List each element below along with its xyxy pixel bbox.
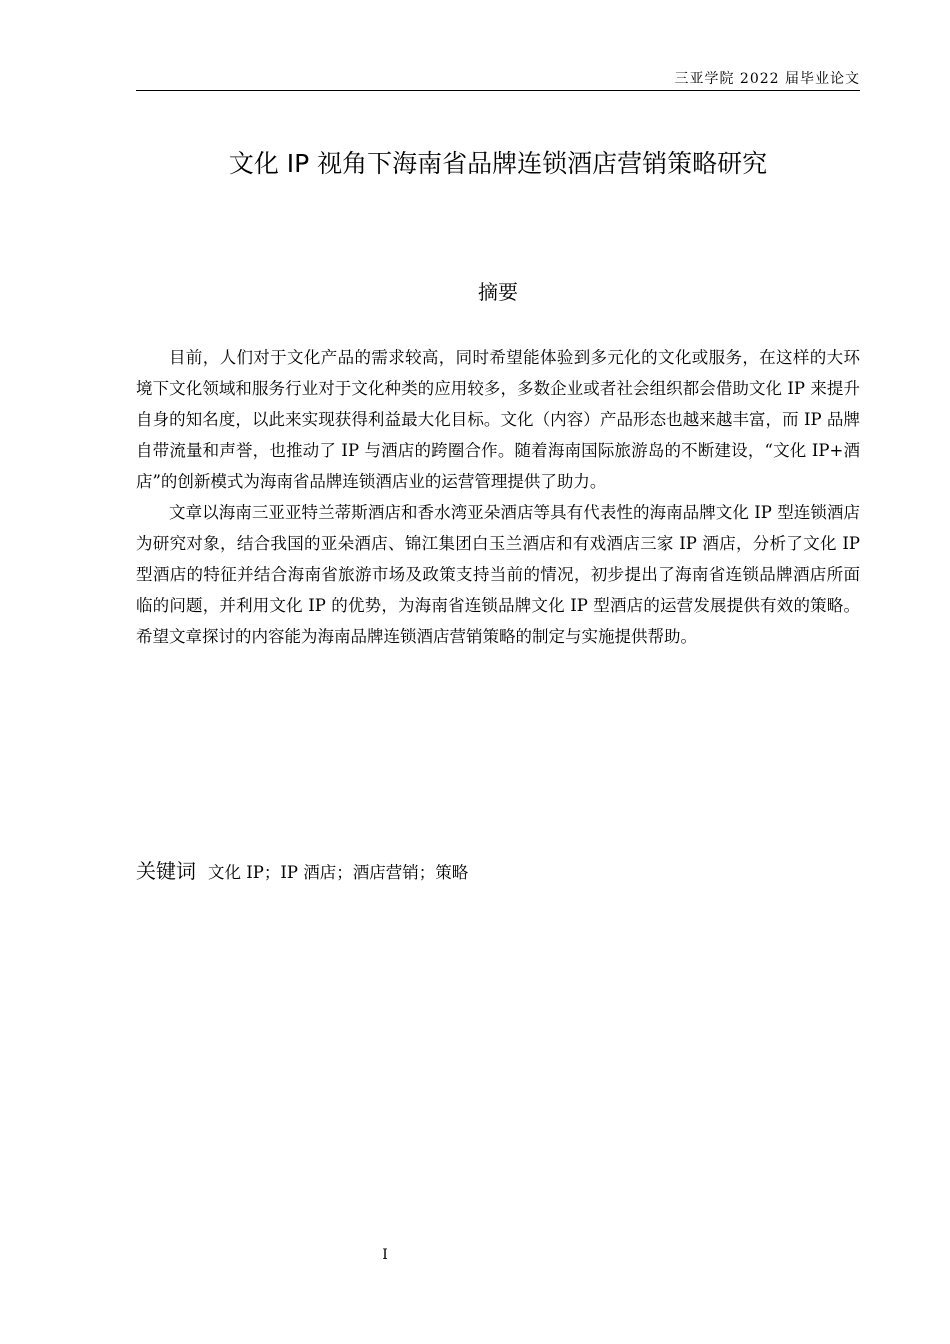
keywords-value: 文化 IP；IP 酒店；酒店营销；策略 <box>208 863 469 882</box>
paper-title: 文化 IP 视角下海南省品牌连锁酒店营销策略研究 <box>228 149 768 178</box>
keywords-label: 关键词 <box>136 859 196 883</box>
page-number: I <box>382 1247 388 1263</box>
page-header <box>136 70 860 91</box>
abstract-paragraph: 目前，人们对于文化产品的需求较高，同时希望能体验到多元化的文化或服务，在这样的大环境下文化领域和服务行业对于文化种类的应用较多，多数企业或者社会组织都会借助文化 IP 来提升自身的知名度，以此来实现获得利益最大化目标。文化（内容）产品形态也越来越丰富，而 IP 品牌自带流量和声誉，也推动了 IP 与酒店的跨圈合作。随着海南国际旅游岛的不断建设，“文化 IP+酒店”的创新模式为海南省品牌连锁酒店业的运营管理提供了助力。 <box>136 348 860 491</box>
abstract-heading: 摘要 <box>478 280 518 304</box>
abstract-body <box>136 342 860 652</box>
keywords <box>136 855 860 889</box>
header-text: 三亚学院 2022 届毕业论文 <box>674 71 860 87</box>
abstract-paragraph: 文章以海南三亚亚特兰蒂斯酒店和香水湾亚朵酒店等具有代表性的海南品牌文化 IP 型连锁酒店为研究对象，结合我国的亚朵酒店、锦江集团白玉兰酒店和有戏酒店三家 IP 酒店，分析了文化 IP 型酒店的特征并结合海南省旅游市场及政策支持当前的情况，初步提出了海南省连锁品牌酒店所面临的问题，并利用文化 IP 的优势，为海南省连锁品牌文化 IP 型酒店的运营发展提供有效的策略。希望文章探讨的内容能为海南品牌连锁酒店营销策略的制定与实施提供帮助。 <box>136 503 860 646</box>
